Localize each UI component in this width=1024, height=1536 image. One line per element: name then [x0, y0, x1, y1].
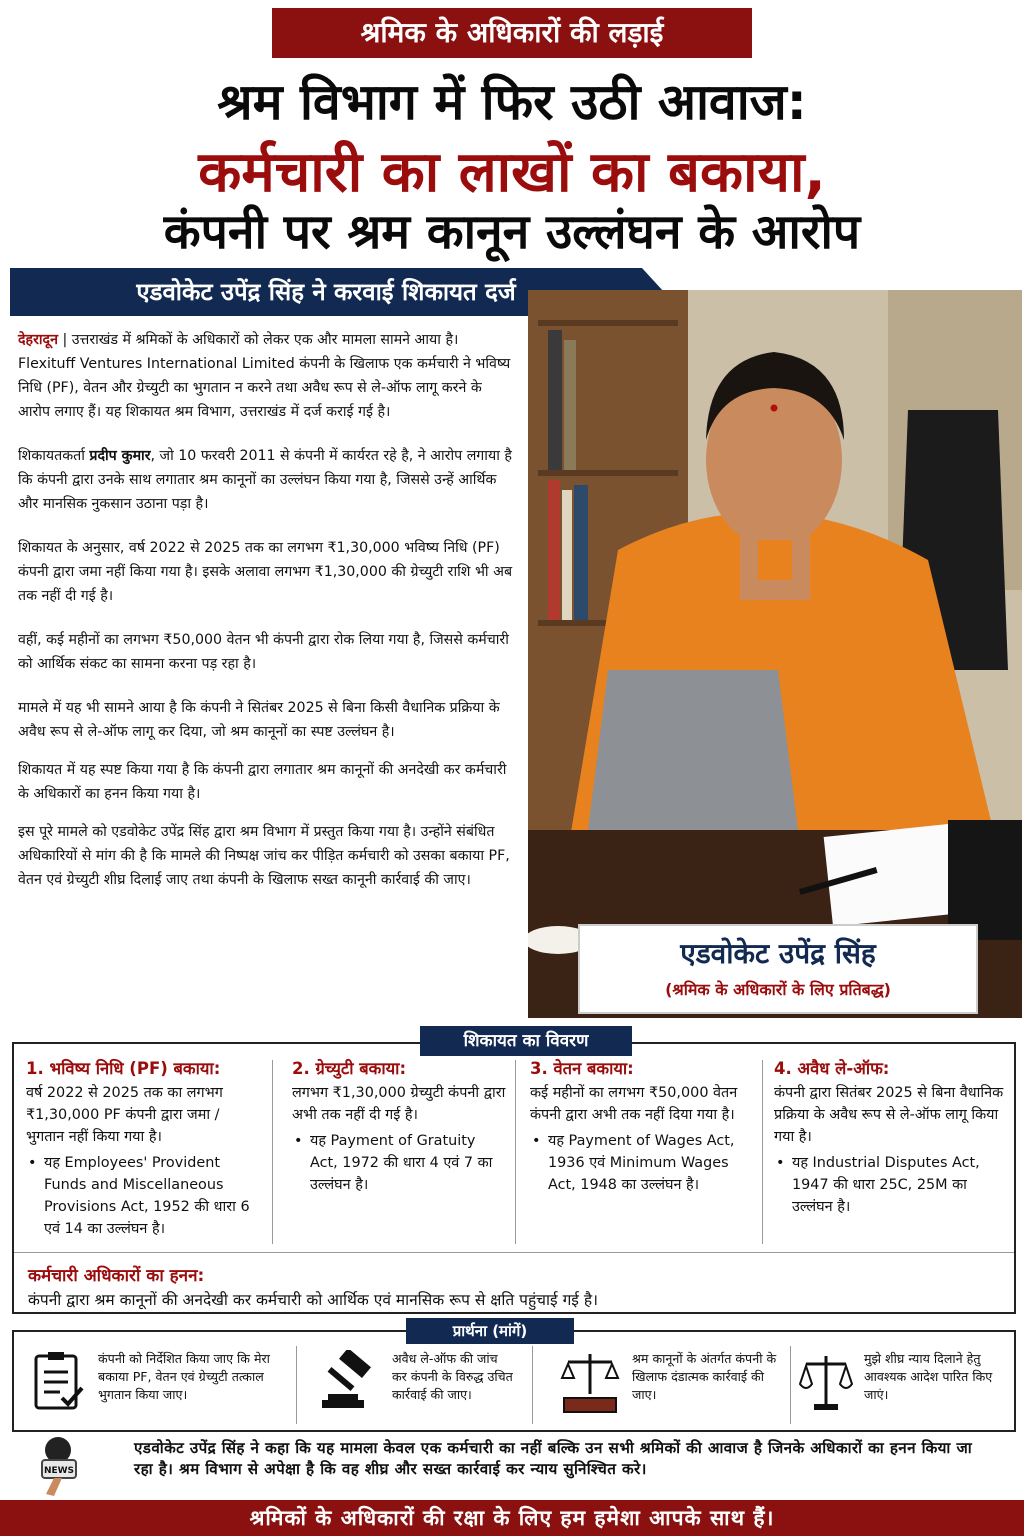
detail-column-gratuity [292, 1058, 506, 1196]
prayer-item-2 [316, 1350, 522, 1428]
detail-bullet: • यह Payment of Gratuity Act, 1972 की धारा 4 एवं 7 का उल्लंघन है। [292, 1130, 506, 1196]
detail-bullet: • यह Payment of Wages Act, 1936 एवं Minimum Wages Act, 1948 का उल्लंघन है। [530, 1130, 752, 1196]
detail-heading: 1. भविष्य निधि (PF) बकाया: [26, 1059, 221, 1078]
scales-icon [798, 1350, 854, 1414]
article-paragraph-6: शिकायत में यह स्पष्ट किया गया है कि कंपनी द्वारा लगातार श्रम कानूनों की अनदेखी कर कर्मचारी के अधिकारों का हनन किया गया है। [18, 762, 507, 802]
article-body [18, 328, 518, 912]
prayer-item-4 [798, 1350, 1010, 1428]
advocate-tagline: (श्रमिक के अधिकारों के लिए प्रतिबद्ध) [665, 980, 891, 999]
column-divider [272, 1060, 273, 1244]
rights-heading: कर्मचारी अधिकारों का हनन: [28, 1266, 205, 1286]
prayer-divider [790, 1346, 791, 1424]
detail-text: लगभग ₹1,30,000 ग्रेच्युटी कंपनी द्वारा अभी तक नहीं दी गई है। [292, 1085, 506, 1123]
column-divider [515, 1060, 516, 1244]
rights-violation-row [14, 1252, 1014, 1312]
prayer-text: अवैध ले-ऑफ की जांच कर कंपनी के विरुद्ध उचित कार्रवाई की जाए। [392, 1351, 513, 1402]
detail-heading: 3. वेतन बकाया: [530, 1059, 634, 1078]
scales-book-icon [558, 1350, 622, 1420]
detail-text: वर्ष 2022 से 2025 तक का लगभग ₹1,30,000 PF कंपनी द्वारा जमा / भुगतान नहीं किया गया है। [26, 1085, 223, 1145]
prayer-text: श्रम कानूनों के अंतर्गत कंपनी के खिलाफ दंडात्मक कार्रवाई की जाए। [632, 1351, 777, 1402]
detail-text: कंपनी द्वारा सितंबर 2025 से बिना वैधानिक प्रक्रिया के अवैध रूप से ले-ऑफ लागू किया गया है। [774, 1085, 1004, 1145]
headline-line-3: कंपनी पर श्रम कानून उल्लंघन के आरोप [163, 204, 861, 260]
footer-banner: श्रमिकों के अधिकारों की रक्षा के लिए हम हमेशा आपके साथ हैं। [0, 1500, 1024, 1536]
detail-bullet: • यह Employees' Provident Funds and Miscellaneous Provisions Act, 1952 की धारा 6 एवं 14 का उल्लंघन है। [26, 1152, 262, 1240]
detail-column-layoff [774, 1058, 1004, 1218]
article-paragraph-3: शिकायत के अनुसार, वर्ष 2022 से 2025 तक का लगभग ₹1,30,000 भविष्य निधि (PF) कंपनी द्वारा जमा नहीं किया गया है। इसके अलावा लगभग ₹1,30,000 की ग्रेच्युटी राशि भी अब तक नहीं दी गई है। [18, 540, 513, 604]
detail-heading: 4. अवैध ले-ऑफ: [774, 1059, 890, 1078]
detail-column-pf [26, 1058, 262, 1240]
advocate-name: एडवोकेट उपेंद्र सिंह [680, 937, 876, 970]
advocate-name-card [578, 924, 978, 1014]
column-divider [762, 1060, 763, 1244]
detail-heading: 2. ग्रेच्युटी बकाया: [292, 1059, 407, 1078]
detail-bullet: • यह Industrial Disputes Act, 1947 की धारा 25C, 25M का उल्लंघन है। [774, 1152, 1004, 1218]
advocate-quote: एडवोकेट उपेंद्र सिंह ने कहा कि यह मामला केवल एक कर्मचारी का नहीं बल्कि उन सभी श्रमिकों की आवाज है जिनके अधिकारों का हनन किया जा रहा है। श्रम विभाग से अपेक्षा है कि वह शीघ्र और सख्त कार्रवाई कर न्याय सुनिश्चित करे। [134, 1439, 973, 1478]
mic-label: NEWS [43, 1466, 75, 1476]
article-paragraph-1: देहरादून | उत्तराखंड में श्रमिकों के अधिकारों को लेकर एक और मामला सामने आया है। Flexituff Ventures International Limited कंपनी के खिलाफ एक कर्मचारी ने भविष्य निधि (PF), वेतन और ग्रेच्युटी का भुगतान न करने तथा अवैध रूप से ले-ऑफ लागू करने के आरोप लगाए हैं। यह शिकायत श्रम विभाग, उत्तराखंड में दर्ज कराई गई है। [18, 332, 511, 420]
subheadline-banner: एडवोकेट उपेंद्र सिंह ने करवाई शिकायत दर्ज [10, 268, 642, 316]
headline-line-1: श्रम विभाग में फिर उठी आवाज: [217, 73, 807, 131]
prayer-divider [296, 1346, 297, 1424]
prayer-divider [532, 1346, 533, 1424]
advocate-portrait-photo [528, 290, 1022, 1018]
article-paragraph-4: वहीं, कई महीनों का लगभग ₹50,000 वेतन भी कंपनी द्वारा रोक लिया गया है, जिससे कर्मचारी को आर्थिक संकट का सामना करना पड़ रहा है। [18, 632, 509, 672]
checklist-icon [30, 1350, 86, 1414]
prayer-item-3 [558, 1350, 784, 1428]
article-paragraph-2: शिकायतकर्ता प्रदीप कुमार, जो 10 फरवरी 2011 से कंपनी में कार्यरत रहे है, ने आरोप लगाया है कि कंपनी द्वारा उनके साथ लगातार श्रम कानूनों का उल्लंघन किया गया है, जिससे उन्हें आर्थिक और मानसिक नुकसान उठाना पड़ा है। [18, 448, 512, 512]
complaint-details-label: शिकायत का विवरण [420, 1026, 632, 1056]
detail-text: कई महीनों का लगभग ₹50,000 वेतन कंपनी द्वारा अभी तक नहीं दिया गया है। [530, 1085, 738, 1123]
gavel-icon [316, 1350, 380, 1414]
headline-line-2: कर्मचारी का लाखों का बकाया, [198, 140, 826, 205]
article-paragraph-7: इस पूरे मामले को एडवोकेट उपेंद्र सिंह द्वारा श्रम विभाग में प्रस्तुत किया गया है। उन्होंने संबंधित अधिकारियों से मांग की है कि मामले की निष्पक्ष जांच कर पीड़ित कर्मचारी को उसका बकाया PF, वेतन एवं ग्रेच्युटी शीघ्र दिलाई जाए तथा कंपनी के खिलाफ सख्त कानूनी कार्रवाई की जाए। [18, 824, 510, 888]
prayer-label: प्रार्थना (मांगें) [406, 1318, 574, 1344]
prayer-text: कंपनी को निर्देशित किया जाए कि मेरा बकाया PF, वेतन एवं ग्रेच्युटी तत्काल भुगतान किया जाए। [98, 1351, 270, 1402]
article-paragraph-5: मामले में यह भी सामने आया है कि कंपनी ने सितंबर 2025 से बिना किसी वैधानिक प्रक्रिया के अवैध रूप से ले-ऑफ लागू कर दिया, जो श्रम कानूनों का स्पष्ट उल्लंघन है। [18, 700, 500, 740]
prayer-item-1 [30, 1350, 286, 1428]
kicker-banner: श्रमिक के अधिकारों की लड़ाई [272, 8, 752, 58]
complainant-name: प्रदीप कुमार [89, 448, 151, 464]
detail-column-wages [530, 1058, 752, 1196]
prayer-text: मुझे शीघ्र न्याय दिलाने हेतु आवश्यक आदेश पारित किए जाएं। [864, 1351, 993, 1402]
dateline-place: देहरादून [18, 332, 58, 348]
rights-text: कंपनी द्वारा श्रम कानूनों की अनदेखी कर कर्मचारी को आर्थिक एवं मानसिक रूप से क्षति पहुंचाई गई है। [28, 1291, 598, 1309]
news-microphone-icon [24, 1436, 94, 1502]
